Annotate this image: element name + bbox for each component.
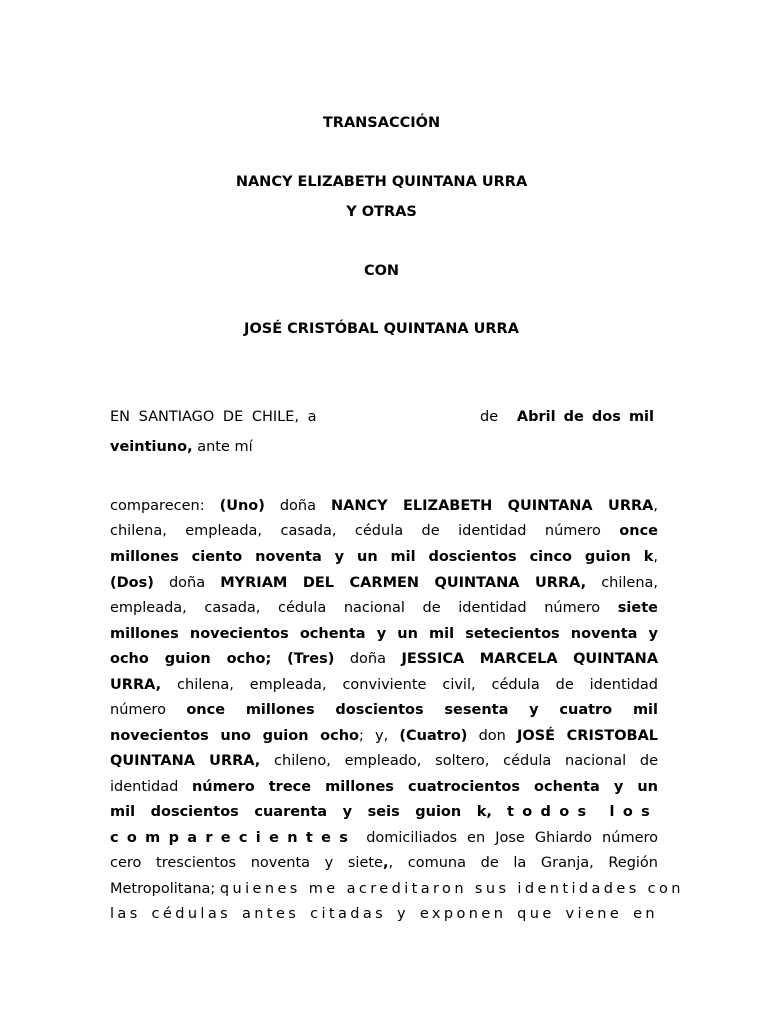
party-one-others: Y OTRAS [346, 204, 417, 220]
text: MARCELA [479, 651, 558, 667]
body-line-12 [110, 777, 658, 797]
text: ocho guion ocho; (Tres) [110, 651, 335, 667]
body-line-10 [110, 726, 658, 746]
text: Metropolitana; [110, 881, 216, 897]
text: los [609, 804, 659, 820]
text: novecientos uno guion ocho [110, 728, 359, 744]
text: doña [279, 498, 316, 514]
connector-con: CON [363, 263, 400, 279]
text: comparecientes [110, 830, 357, 846]
document-title: TRANSACCIÓN [322, 115, 441, 131]
opening-year: veintiuno, [110, 439, 193, 455]
text: número trece millones cuatrocientos ochenta y un [191, 779, 658, 795]
body-line-8 [110, 675, 658, 695]
text: quienes me acreditaron sus identidades con [219, 881, 684, 897]
text: NANCY ELIZABETH QUINTANA URRA [330, 498, 654, 514]
text: , comuna de la Granja, Región [388, 855, 658, 871]
body-line-16 [110, 879, 684, 899]
body-line-14 [110, 828, 658, 848]
text: empleada, casada, cédula nacional de identidad número [110, 600, 601, 616]
party-one-name: NANCY ELIZABETH QUINTANA URRA [235, 174, 528, 190]
text: chilena, empleada, casada, cédula de identidad número [110, 523, 601, 539]
text: once millones doscientos sesenta y cuatro mil [186, 702, 658, 718]
opening-ante: ante mí [197, 439, 253, 455]
text: JESSICA [401, 651, 465, 667]
text: comparecen: [110, 498, 205, 514]
text: chilena, [601, 575, 659, 591]
opening-date: Abril de dos mil [516, 409, 654, 425]
body-line-13 [110, 802, 658, 822]
body-line-17 [110, 904, 658, 924]
text: identidad [110, 779, 179, 795]
text: (Dos) [110, 575, 154, 591]
text: millones ciento noventa y un mil doscientos cinco guion k [110, 549, 654, 565]
text: (Uno) [219, 498, 265, 514]
text: millones novecientos ochenta y un mil setecientos noventa y [110, 626, 658, 642]
text: todos [507, 804, 595, 820]
party-two-name: JOSÉ CRISTÓBAL QUINTANA URRA [244, 321, 519, 337]
text: chilena, empleada, conviviente civil, cédula de identidad [177, 677, 658, 693]
text: domiciliados en Jose Ghiardo número [366, 830, 658, 846]
body-line-6 [110, 624, 658, 644]
body-line-4 [110, 573, 658, 593]
body-line-3: millones ciento noventa y un mil doscientos cinco guion k, [110, 549, 658, 565]
text: (Cuatro) [399, 728, 468, 744]
text: mil doscientos cuarenta y seis guion k, [110, 804, 492, 820]
body-line-1: comparecen: (Uno) doña NANCY ELIZABETH QUINTANA URRA, [110, 498, 658, 514]
text: cero trescientos noventa y siete [110, 855, 383, 871]
body-line-7 [110, 649, 658, 669]
body-line-2 [110, 521, 658, 541]
text: número [110, 702, 166, 718]
text: QUINTANA [573, 651, 659, 667]
text: JOSÉ CRISTOBAL [517, 728, 659, 744]
text: MYRIAM DEL CARMEN QUINTANA URRA, [220, 575, 587, 591]
body-line-11 [110, 751, 658, 771]
text: doña [349, 651, 386, 667]
text: doña [168, 575, 206, 591]
opening-de: de [480, 409, 499, 425]
text: chileno, empleado, soltero, cédula nacional de [274, 753, 658, 769]
opening-line-2 [110, 437, 658, 457]
body-line-5 [110, 598, 658, 618]
body-line-9 [110, 700, 658, 720]
body-line-15: cero trescientos noventa y siete,, comuna de la Granja, Región [110, 855, 658, 871]
text: once [619, 523, 658, 539]
text: siete [617, 600, 658, 616]
opening-place: EN SANTIAGO DE CHILE, a [110, 409, 317, 425]
text: URRA, [110, 677, 162, 693]
text: las cédulas antes citadas y exponen que viene en [110, 906, 658, 922]
text: don [478, 728, 506, 744]
text: QUINTANA URRA, [110, 753, 261, 769]
text: ; y, [358, 728, 389, 744]
